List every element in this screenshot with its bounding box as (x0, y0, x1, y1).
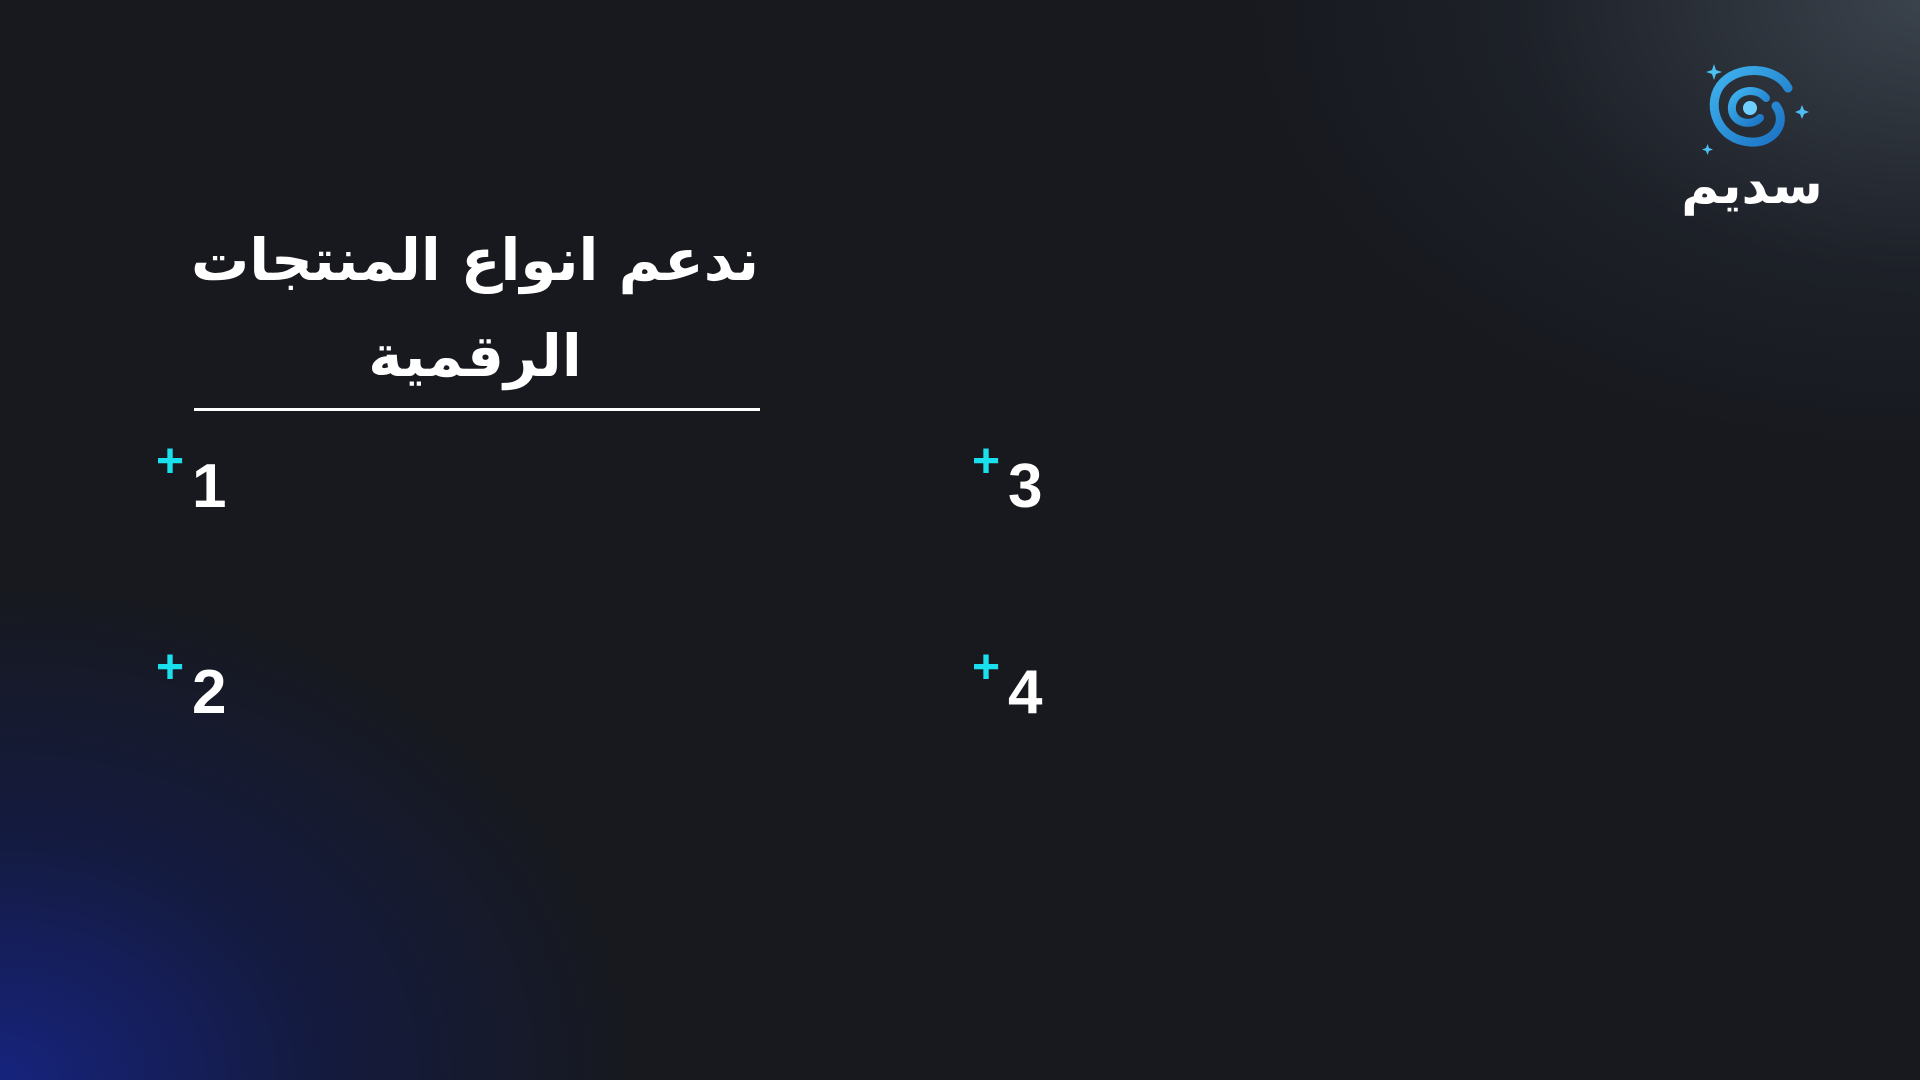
item-number: 4 (1008, 658, 1043, 727)
item-number: 1 (192, 452, 227, 521)
plus-icon: + (156, 435, 185, 488)
page-title-line1: ندعم انواع المنتجات (190, 226, 760, 294)
title-underline (194, 408, 760, 411)
plus-icon: + (156, 641, 185, 694)
plus-icon: + (972, 641, 1001, 694)
brand-logo (1672, 56, 1832, 236)
page-title-line2: الرقمية (368, 322, 582, 390)
item-number: 3 (1008, 452, 1043, 521)
page-title (150, 212, 800, 404)
galaxy-swirl-icon (1692, 56, 1812, 166)
brand-name: سديم (1681, 156, 1823, 216)
item-number: 2 (192, 658, 227, 727)
plus-icon: + (972, 435, 1001, 488)
